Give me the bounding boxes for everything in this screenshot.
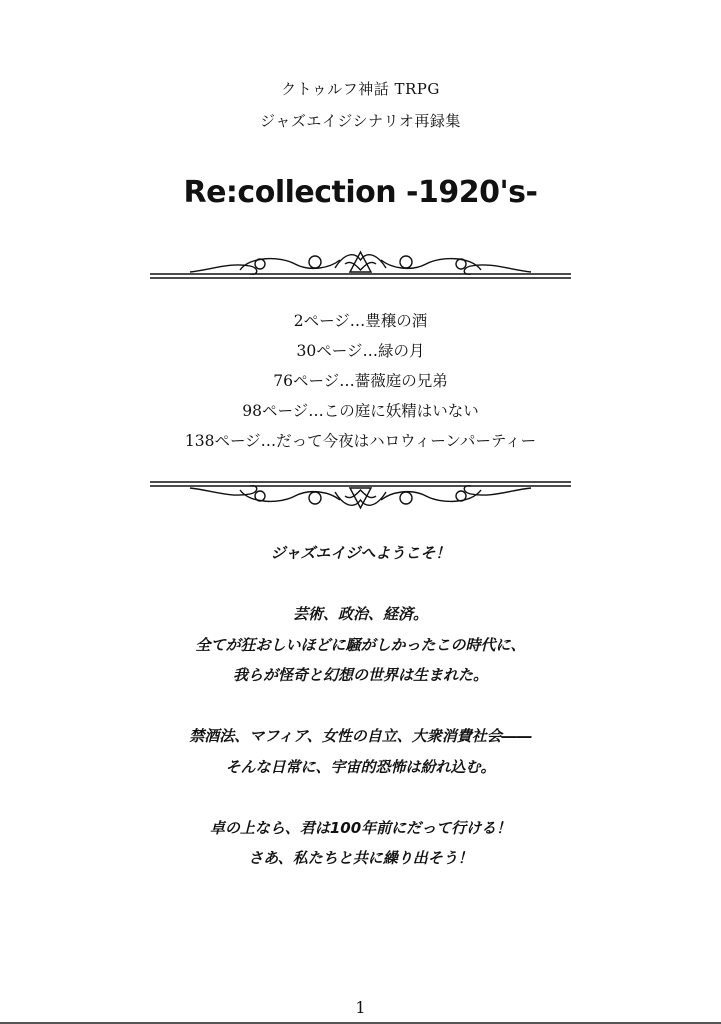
series-name: クトゥルフ神話 TRPG	[281, 80, 440, 98]
intro-line: 芸術、政治、経済。	[292, 605, 428, 623]
page-number: 1	[355, 998, 366, 1017]
intro-spacer	[0, 569, 721, 600]
toc-entry: 138ページ…だって今夜はハロウィーンパーティー	[184, 432, 537, 450]
intro-line: 卓の上なら、君は100年前にだって行ける！	[209, 818, 512, 837]
collection-subtitle: ジャズエイジシナリオ再録集	[260, 112, 461, 130]
intro-line: そんな日常に、宇宙的恐怖は紛れ込む。	[225, 757, 496, 776]
table-of-contents	[0, 306, 721, 456]
ornament-divider-icon	[150, 248, 571, 288]
intro-line: 全てが狂おしいほどに騒がしかったこの時代に、	[195, 635, 526, 654]
toc-entry: 30ページ…緑の月	[296, 342, 425, 360]
intro-line: ジャズエイジへようこそ！	[270, 544, 451, 562]
ornament-divider-icon	[150, 476, 571, 516]
intro-line: さあ、私たちと共に繰り出そう！	[248, 849, 473, 867]
intro-line: 我らが怪奇と幻想の世界は生まれた。	[232, 666, 488, 684]
toc-entry: 76ページ…薔薇庭の兄弟	[273, 372, 448, 390]
document-title: Re:collection -1920's-	[183, 175, 538, 210]
introduction-text	[0, 538, 721, 874]
toc-entry: 2ページ…豊穣の酒	[293, 312, 428, 330]
intro-spacer	[0, 691, 721, 722]
intro-line: 禁酒法、マフィア、女性の自立、大衆消費社会――	[189, 727, 532, 745]
toc-entry: 98ページ…この庭に妖精はいない	[242, 402, 479, 420]
intro-spacer	[0, 782, 721, 813]
